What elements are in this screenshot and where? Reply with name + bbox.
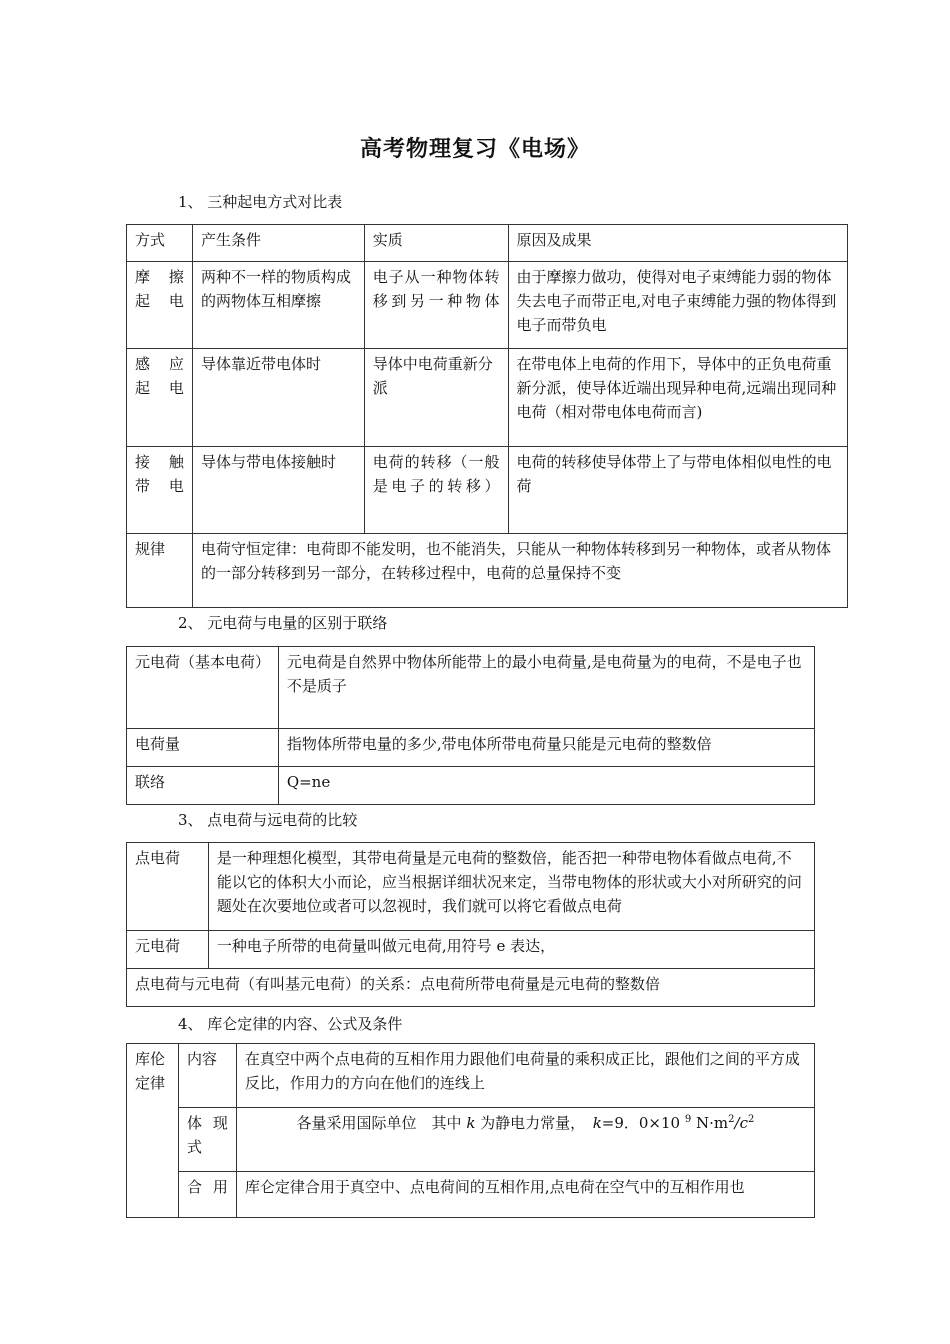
result-cell: 在带电体上电荷的作用下，导体中的正负电荷重新分派，使导体近端出现异种电荷,远端出现同种电荷（相对带电体电荷而言) <box>508 349 848 447</box>
text-cell: 库仑定律合用于真空中、点电荷间的互相作用,点电荷在空气中的互相作用也 <box>236 1172 814 1218</box>
section-heading-1: 1、 三种起电方式对比表 <box>178 193 343 211</box>
table-row <box>127 647 815 729</box>
method-cell: 摩 擦 起电 <box>127 262 193 349</box>
formula-symbol-k: k <box>466 1114 476 1132</box>
text-cell: 是一种理想化模型，其带电荷量是元电荷的整数倍，能否把一种带电物体看做点电荷,不能以它的体积大小而论，应当根据详细状况来定，当带电物体的形状或大小对所研究的问题处在次要地位或者可以忽视时，我们就可以将它看做点电荷 <box>208 843 814 931</box>
header-cell: 原因及成果 <box>508 225 848 262</box>
essence-cell: 导体中电荷重新分派 <box>364 349 508 447</box>
label-cell: 内容 <box>178 1044 236 1108</box>
label-cell: 联络 <box>127 767 279 805</box>
law-label: 规律 <box>127 534 193 608</box>
table-row <box>127 447 848 534</box>
text-cell: Q=ne <box>278 767 814 805</box>
header-cell: 实质 <box>364 225 508 262</box>
text-cell: 在真空中两个点电荷的互相作用力跟他们电荷量的乘积成正比，跟他们之间的平方成反比，作用力的方向在他们的连线上 <box>236 1044 814 1108</box>
page-title: 高考物理复习《电场》 <box>359 136 590 162</box>
table-row <box>127 1044 815 1108</box>
text-cell: 一种电子所带的电荷量叫做元电荷,用符号 e 表达， <box>208 931 814 969</box>
condition-cell: 导体靠近带电体时 <box>192 349 364 447</box>
section-heading-3: 3、 点电荷与远电荷的比较 <box>178 811 358 829</box>
table-row <box>127 262 848 349</box>
table-row <box>127 729 815 767</box>
header-cell: 产生条件 <box>192 225 364 262</box>
table-row <box>127 349 848 447</box>
label-cell: 元电荷 <box>127 931 209 969</box>
formula-exponent: 2 <box>728 1114 735 1125</box>
label-cell: 点电荷 <box>127 843 209 931</box>
label-cell: 合 用 <box>178 1172 236 1218</box>
table-row <box>127 843 815 931</box>
essence-cell: 电子从一种物体转移到另一种物体 <box>364 262 508 349</box>
table-header-row <box>127 225 848 262</box>
section-heading-4: 4、 库仑定律的内容、公式及条件 <box>178 1015 403 1033</box>
group-label-cell: 库伦定律 <box>127 1044 179 1218</box>
section-heading-2: 2、 元电荷与电量的区别于联络 <box>178 614 388 632</box>
table-row <box>127 767 815 805</box>
elementary-charge-table <box>126 646 815 805</box>
text-cell: 元电荷是自然界中物体所能带上的最小电荷量,是电荷量为的电荷，不是电子也不是质子 <box>278 647 814 729</box>
formula-text: 为静电力常量， <box>475 1114 593 1132</box>
formula-text: 各量采用国际单位 其中 <box>296 1114 467 1132</box>
point-charge-table <box>126 842 815 1007</box>
table-row <box>127 931 815 969</box>
method-cell: 感 应 起电 <box>127 349 193 447</box>
label-cell: 元电荷（基本电荷） <box>127 647 279 729</box>
formula-exponent: 2 <box>747 1114 755 1125</box>
table-row <box>127 1108 815 1172</box>
table-row <box>127 969 815 1007</box>
formula-text: /c <box>734 1114 748 1132</box>
law-row <box>127 534 848 608</box>
formula-text: =9．0×10 <box>601 1114 685 1132</box>
result-cell: 电荷的转移使导体带上了与带电体相似电性的电荷 <box>508 447 848 534</box>
formula-symbol-k: k <box>592 1114 602 1132</box>
law-text: 电荷守恒定律：电荷即不能发明，也不能消失，只能从一种物体转移到另一种物体，或者从物体的一部分转移到另一部分，在转移过程中，电荷的总量保持不变 <box>192 534 847 608</box>
condition-cell: 两种不一样的物质构成的两物体互相摩擦 <box>192 262 364 349</box>
text-cell: 指物体所带电量的多少,带电体所带电荷量只能是元电荷的整数倍 <box>278 729 814 767</box>
condition-cell: 导体与带电体接触时 <box>192 447 364 534</box>
formula-exponent: 9 <box>684 1114 692 1125</box>
formula-text: N·m <box>691 1114 729 1132</box>
relation-cell: 点电荷与元电荷（有叫基元电荷）的关系：点电荷所带电荷量是元电荷的整数倍 <box>127 969 815 1007</box>
label-cell: 体 现 式 <box>178 1108 236 1172</box>
header-cell: 方式 <box>127 225 193 262</box>
method-cell: 接 触 带电 <box>127 447 193 534</box>
coulomb-law-table <box>126 1043 815 1218</box>
label-cell: 电荷量 <box>127 729 279 767</box>
charging-methods-table <box>126 224 848 608</box>
formula-cell <box>236 1108 814 1172</box>
result-cell: 由于摩擦力做功，使得对电子束缚能力弱的物体失去电子而带正电,对电子束缚能力强的物体得到电子而带负电 <box>508 262 848 349</box>
table-row <box>127 1172 815 1218</box>
essence-cell: 电荷的转移（一般是电子的转移） <box>364 447 508 534</box>
